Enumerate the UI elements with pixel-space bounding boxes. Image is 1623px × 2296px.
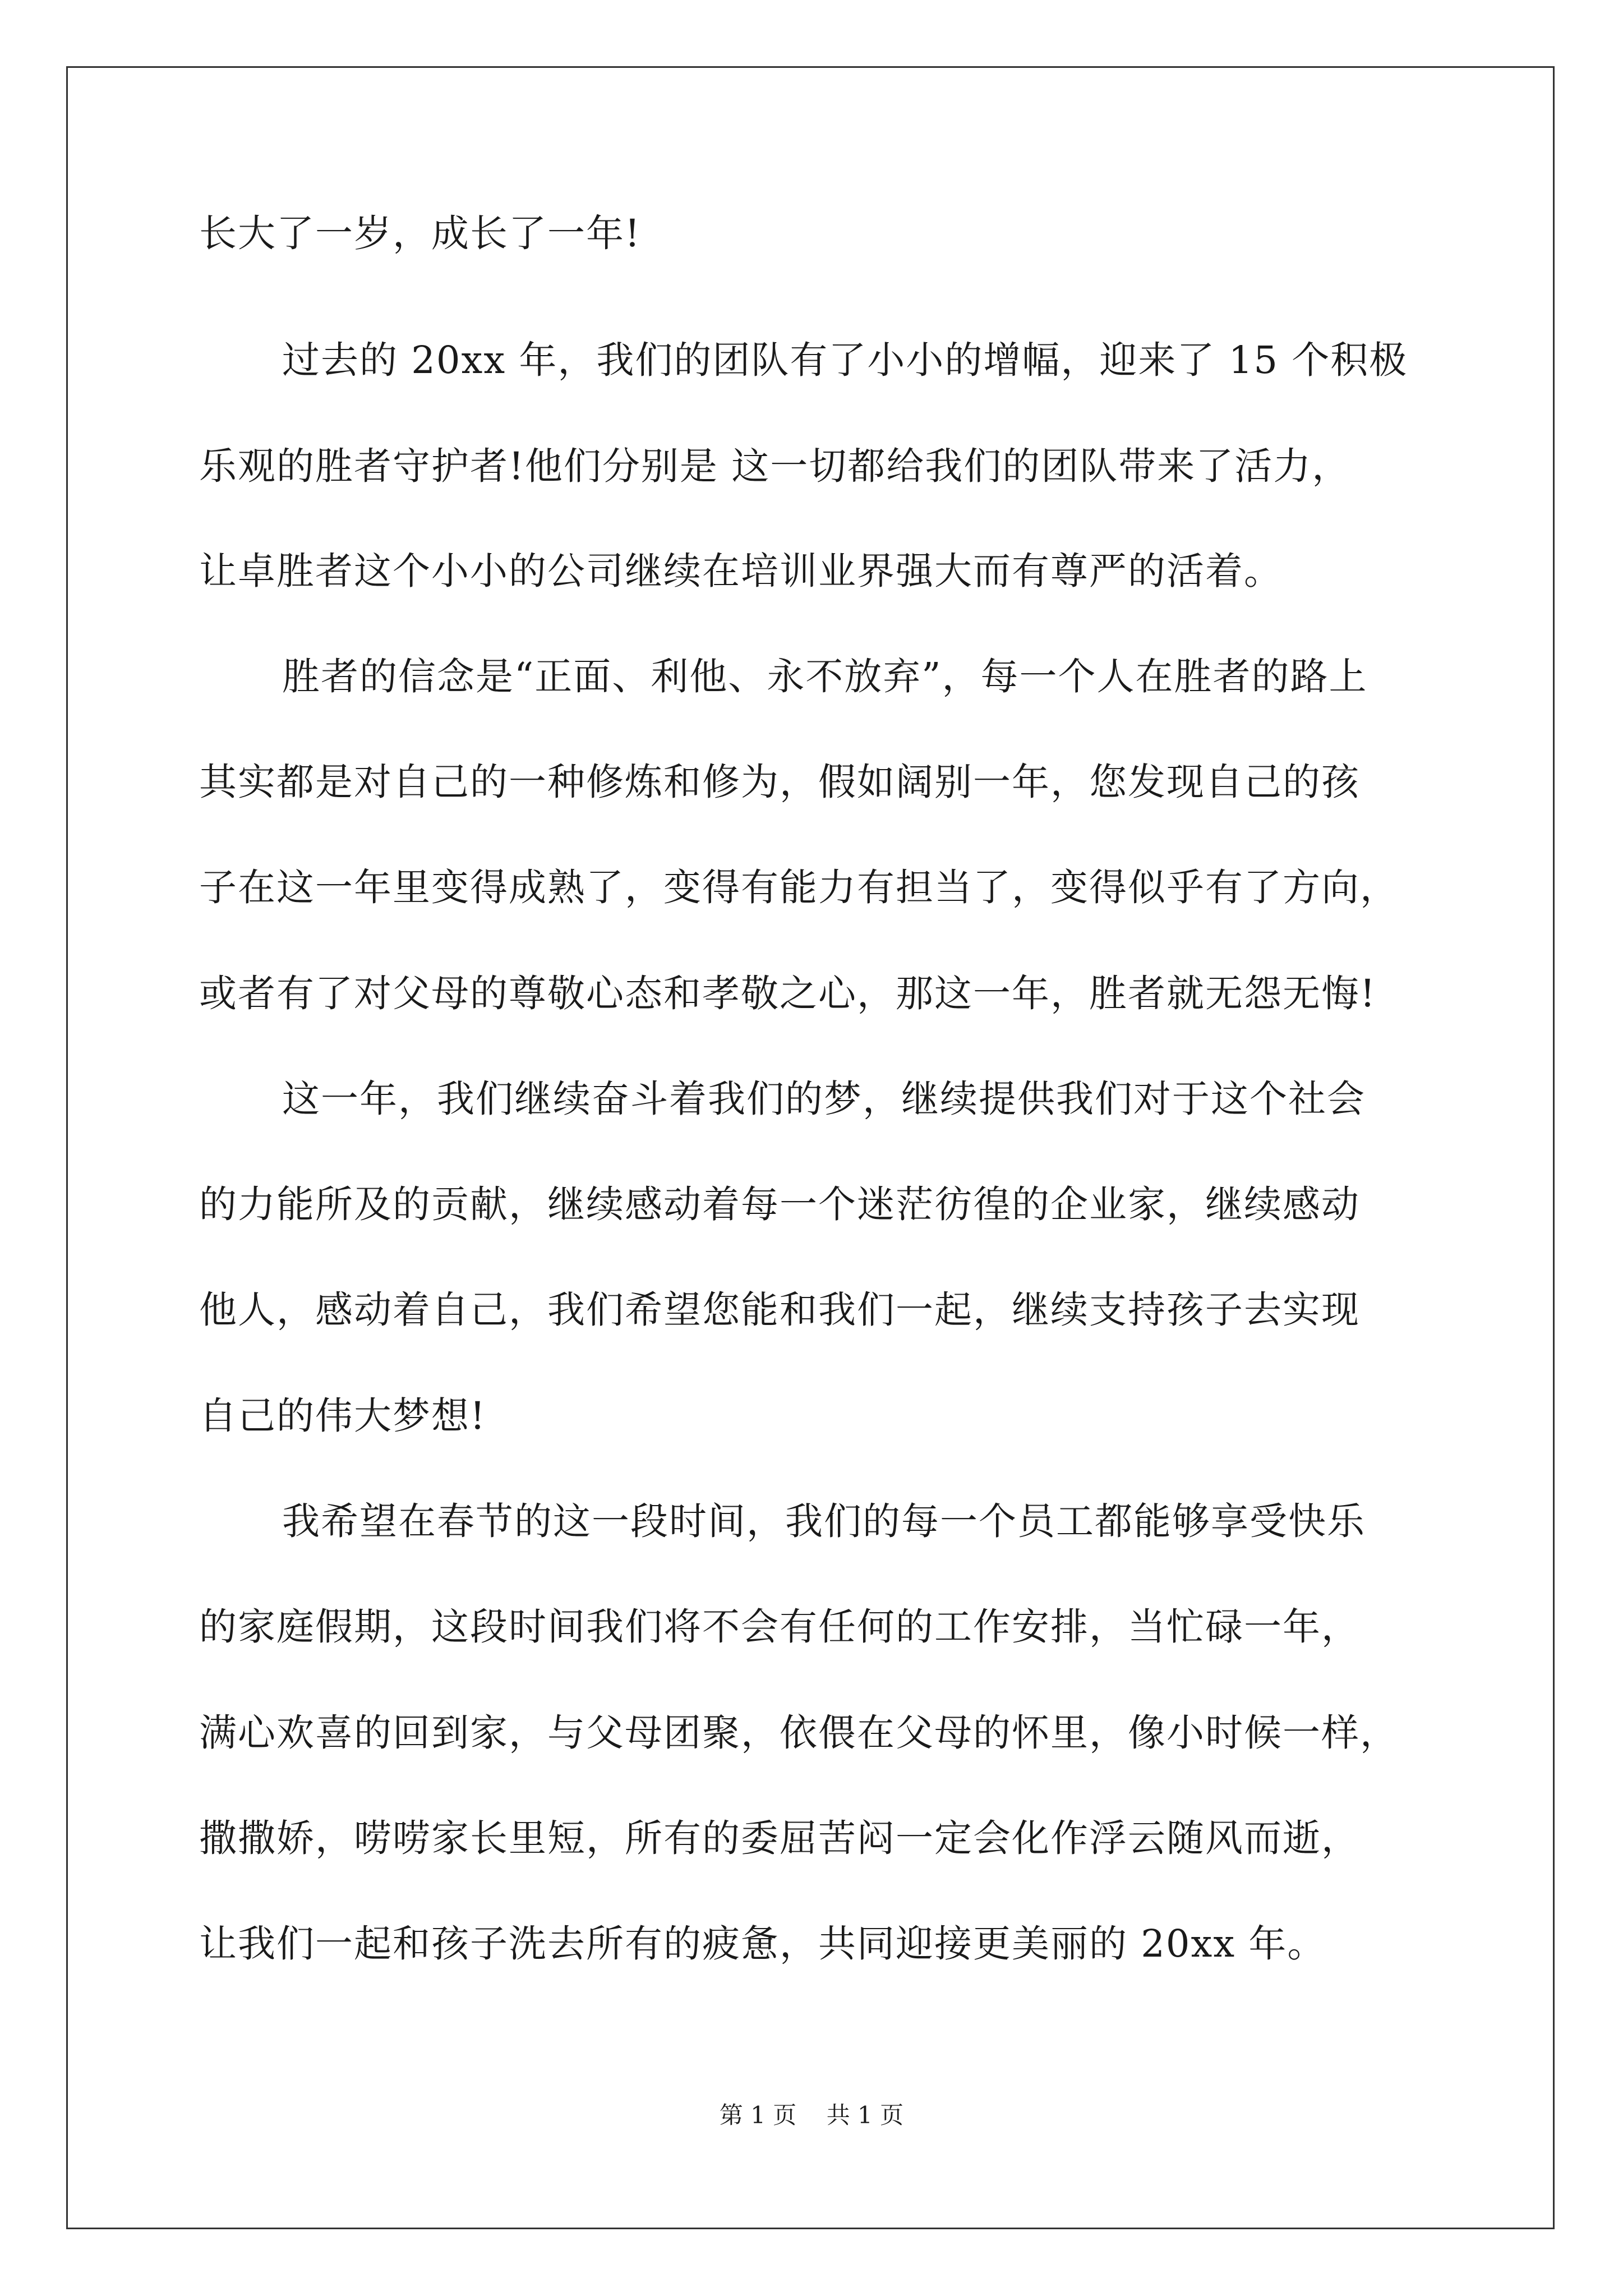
text-line: 自己的伟大梦想!: [199, 1394, 486, 1438]
text-line: 乐观的胜者守护者!他们分别是 这一切都给我们的团队带来了活力，: [199, 444, 1351, 488]
text-line: 长大了一岁，成长了一年!: [199, 211, 641, 255]
paragraph-first-line: 我希望在春节的这一段时间，我们的每一个员工都能够享受快乐: [282, 1499, 1366, 1543]
text-line: 的力能所及的贡献，继续感动着每一个迷茫彷徨的企业家，继续感动: [199, 1182, 1360, 1226]
page-number-footer: 第 1 页 共 1 页: [719, 2101, 904, 2129]
text-line: 让卓胜者这个小小的公司继续在培训业界强大而有尊严的活着。: [199, 549, 1283, 593]
paragraph-first-line: 胜者的信念是“正面、利他、永不放弃”，每一个人在胜者的路上: [282, 655, 1368, 698]
paragraph-first-line: 过去的 20xx 年，我们的团队有了小小的增幅，迎来了 15 个积极: [282, 338, 1408, 382]
text-line: 子在这一年里变得成熟了，变得有能力有担当了，变得似乎有了方向，: [199, 866, 1399, 909]
text-line: 其实都是对自己的一种修炼和修为，假如阔别一年，您发现自己的孩: [199, 760, 1360, 804]
text-line: 撒撒娇，唠唠家长里短，所有的委屈苦闷一定会化作浮云随风而逝，: [199, 1816, 1360, 1860]
page-border: [66, 66, 1555, 2229]
text-line: 让我们一起和孩子洗去所有的疲惫，共同迎接更美丽的 20xx 年。: [199, 1922, 1326, 1966]
text-line: 他人，感动着自己，我们希望您能和我们一起，继续支持孩子去实现: [199, 1288, 1360, 1332]
text-line: 满心欢喜的回到家，与父母团聚，依偎在父母的怀里，像小时候一样，: [199, 1711, 1399, 1755]
text-line: 或者有了对父母的尊敬心态和孝敬之心，那这一年，胜者就无怨无悔!: [199, 972, 1376, 1015]
text-line: 的家庭假期，这段时间我们将不会有任何的工作安排，当忙碌一年，: [199, 1605, 1360, 1649]
paragraph-first-line: 这一年，我们继续奋斗着我们的梦，继续提供我们对于这个社会: [282, 1077, 1366, 1121]
